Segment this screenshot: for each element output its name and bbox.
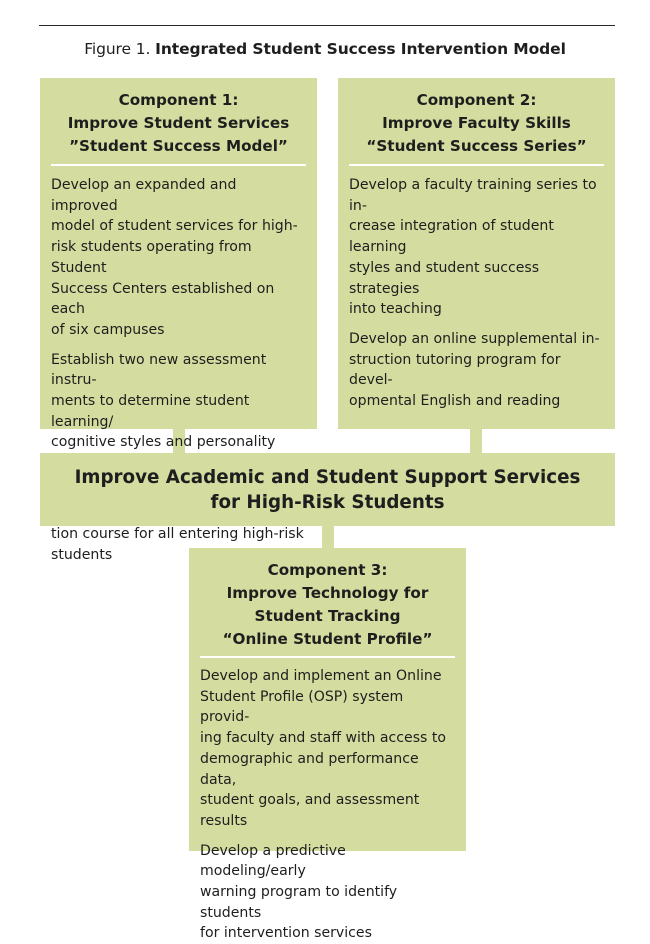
text-line: ing faculty and staff with access to — [200, 730, 447, 747]
component-1-heading — [51, 89, 306, 158]
component-3-subtitle: “Online Student Profile” — [222, 630, 433, 648]
figure-title — [0, 40, 650, 58]
connector-goal-c3 — [322, 525, 334, 549]
text-line: warning program to identify students — [200, 884, 398, 921]
text-line: struction tutoring program for devel- — [349, 351, 561, 389]
component-2-box — [338, 78, 615, 429]
text-line: styles and student success strategies — [349, 259, 540, 297]
figure-label: Figure 1. — [84, 40, 151, 58]
text-line: Success Centers established on each — [51, 280, 275, 318]
text-line: tion course for all entering high-risk — [51, 526, 304, 543]
text-line: Establish two new assessment instru- — [51, 351, 267, 389]
text-line: ments to determine student learning/ — [51, 393, 250, 430]
component-1-box — [40, 78, 317, 563]
text-line: for intervention services — [200, 925, 372, 942]
text-line: risk students operating from Student — [51, 239, 252, 276]
text-line: Student Profile (OSP) system provid- — [200, 688, 404, 726]
component-2-item-1 — [349, 175, 604, 320]
component-2-number: Component 2: — [416, 91, 537, 109]
text-line: students — [51, 546, 113, 563]
text-line: Develop a faculty training series to in- — [349, 177, 597, 214]
central-goal-line-1: Improve Academic and Student Support Services — [74, 467, 581, 488]
component-3-box — [189, 548, 466, 942]
component-1-divider — [51, 164, 306, 166]
text-line: Develop a predictive modeling/early — [200, 842, 346, 880]
component-1-title: Improve Student Services — [67, 114, 290, 132]
component-2-title: Improve Faculty Skills — [382, 114, 571, 132]
component-3-heading — [200, 559, 455, 651]
component-2-item-2 — [349, 329, 604, 412]
figure-title-text: Integrated Student Success Intervention Model — [155, 40, 566, 58]
component-2-divider — [349, 164, 604, 166]
component-3-number: Component 3: — [267, 561, 388, 579]
component-1-subtitle: ”Student Success Model” — [69, 137, 288, 155]
text-line: model of student services for high- — [51, 218, 298, 235]
top-rule — [39, 25, 615, 26]
text-line: Develop an expanded and improved — [51, 177, 237, 214]
component-1-number: Component 1: — [118, 91, 239, 109]
text-line: of six campuses — [51, 321, 165, 338]
text-line: student goals, and assessment results — [200, 792, 420, 829]
connector-c2-goal — [470, 428, 482, 454]
text-line: Develop an online supplemental in- — [349, 330, 600, 347]
component-3-divider — [200, 656, 455, 658]
component-1-item-1 — [51, 175, 306, 341]
component-3-item-2 — [200, 841, 455, 944]
component-2-heading — [349, 89, 604, 158]
component-2-subtitle: “Student Success Series” — [366, 137, 587, 155]
text-line: into teaching — [349, 301, 442, 318]
central-goal-box — [40, 453, 615, 526]
text-line: demographic and performance data, — [200, 750, 419, 788]
component-3-title: Improve Technology for — [226, 584, 429, 602]
central-goal-line-2: for High-Risk Students — [210, 492, 445, 513]
text-line: Develop and implement an Online — [200, 668, 442, 684]
text-line: crease integration of student learning — [349, 218, 554, 256]
component-3-item-1 — [200, 666, 455, 832]
text-line: cognitive styles and personality — [51, 434, 276, 451]
text-line: opmental English and reading — [349, 393, 561, 410]
component-3-title-2: Student Tracking — [254, 607, 401, 625]
